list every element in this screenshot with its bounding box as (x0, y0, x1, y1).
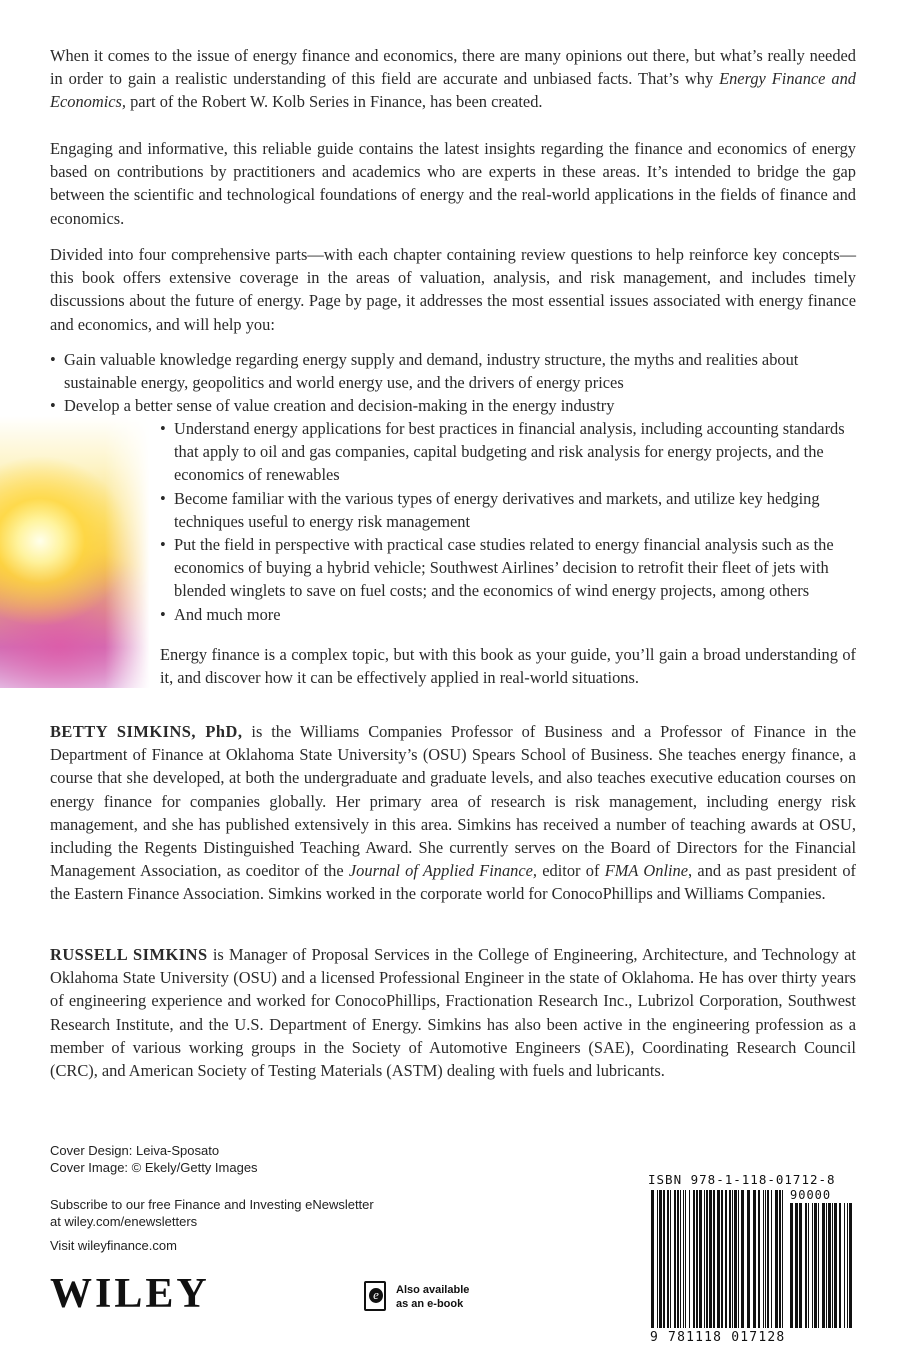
barcode-bar (747, 1190, 750, 1328)
visit-website: Visit wileyfinance.com (50, 1238, 177, 1253)
journal-title: Journal of Applied Finance, (348, 861, 537, 881)
bullet-list-wide (50, 348, 856, 418)
barcode-bar (689, 1190, 690, 1328)
barcode-bar (795, 1203, 798, 1328)
list-item: • Develop a better sense of value creation and decision-making in the energy industry (50, 396, 615, 416)
ean-digits: 9 781118 017128 (650, 1330, 786, 1345)
sunrise-cover-image (0, 416, 150, 688)
author-bio-betty-simkins: BETTY SIMKINS, PhD, is the Williams Companies Professor of Business and a Professor of Finance in the Department of Finance at Oklahoma State University’s (OSU) Spears School of Business. She teaches energy finance, a course that she developed, at both the undergraduate and graduate levels, and also teaches executive education courses on energy finance for companies globally. Her primary area of research is risk management, including energy risk management, and she has published extensively in this area. Simkins has received a number of teaching awards at OSU, including the Regents Distinguished Teaching Award. She currently serves on the Board of Directors for the Financial Management Association, as coeditor of the Journal of Applied Finance, editor of FMA Online, and as past president of the Eastern Finance Association. Simkins worked in the corporate world for ConocoPhillips and Williams Companies. (50, 722, 857, 904)
list-item: • Put the field in perspective with practical case studies related to energy financial analysis such as the economics of buying a hybrid vehicle; Southwest Airlines’ decision to retrofit their fleet of jets with blended winglets to save on fuel costs; and the economics of wind energy projects, among others (160, 535, 834, 601)
cover-image-credit: Cover Image: © Ekely/Getty Images (50, 1160, 258, 1175)
list-item: • And much more (160, 604, 281, 624)
barcode-bar (799, 1203, 802, 1328)
barcode-bar (758, 1190, 760, 1328)
barcode-bar (709, 1190, 712, 1328)
barcode-main (651, 1190, 786, 1328)
barcode-bar (814, 1203, 817, 1328)
barcode-bar (782, 1190, 783, 1328)
barcode-addon (790, 1203, 856, 1328)
barcode-bar (713, 1190, 715, 1328)
barcode-bar (725, 1190, 727, 1328)
barcode-bar (765, 1190, 766, 1328)
barcode-bar (693, 1190, 695, 1328)
newsletter-line-1: Subscribe to our free Finance and Investing eNewsletter (50, 1197, 374, 1212)
intro-paragraph-1: When it comes to the issue of energy finance and economics, there are many opinions out there, but what’s really needed in order to gain a realistic understanding of this field are accurate and unbiased facts. That’s why Energy Finance and Economics, part of the Robert W. Kolb Series in Finance, has been created. (50, 46, 856, 112)
barcode-bar (741, 1190, 744, 1328)
barcode-bar (790, 1203, 793, 1328)
barcode-bar (808, 1203, 809, 1328)
wiley-logo: WILEY (50, 1271, 210, 1317)
barcode-bar (696, 1190, 698, 1328)
barcode-bar (844, 1203, 845, 1328)
barcode-bar (721, 1190, 723, 1328)
barcode-bar (822, 1203, 825, 1328)
intro-paragraph-2: Engaging and informative, this reliable guide contains the latest insights regarding the finance and economics of energy based on contributions by practitioners and academics who are experts in these areas. It’s intended to bridge the gap between the scientific and technological foundations of energy and the real-world applications in the fields of finance and economics. (50, 139, 856, 228)
barcode-bar (818, 1203, 819, 1328)
barcode-bar (834, 1203, 837, 1328)
barcode-bar (685, 1190, 686, 1328)
barcode-bar (677, 1190, 679, 1328)
barcode-bar (729, 1190, 731, 1328)
barcode-bar (828, 1203, 831, 1328)
barcode-bar (706, 1190, 708, 1328)
barcode-bar (775, 1190, 778, 1328)
barcode-bar (659, 1190, 662, 1328)
barcode-bar (717, 1190, 720, 1328)
barcode-bar (771, 1190, 772, 1328)
barcode-bar (732, 1190, 733, 1328)
barcode-bar (663, 1190, 665, 1328)
closing-paragraph: Energy finance is a complex topic, but with this book as your guide, you’ll gain a broad understanding of it, and discover how it can be effectively applied in real-world situations. (160, 645, 856, 688)
barcode-bar (699, 1190, 702, 1328)
intro-paragraph-3: Divided into four comprehensive parts—with each chapter containing review questions to help reinforce key concepts—this book offers extensive coverage in the areas of valuation, analysis, and risk management, and includes timely discussions about the future of energy. Page by page, it addresses the most essential issues associated with energy finance and economics, and will help you: (50, 245, 856, 334)
fma-title: FMA Online (604, 861, 689, 881)
author-name: BETTY SIMKINS, PhD, (50, 722, 243, 741)
barcode-bar (657, 1190, 658, 1328)
barcode-bar (738, 1190, 739, 1328)
barcode-bar (683, 1190, 684, 1328)
barcode-bar (670, 1190, 671, 1328)
barcode-bar (826, 1203, 827, 1328)
barcode-bar (832, 1203, 833, 1328)
ebook-availability: Also available as an e-book (396, 1284, 470, 1310)
price-code: 90000 (790, 1188, 832, 1202)
list-item: • Understand energy applications for best practices in financial analysis, including accounting standards that apply to oil and gas companies, capital budgeting and risk analysis for energy projects, and the economics of renewables (160, 419, 845, 485)
book-title: Energy Finance and Economics, (50, 69, 856, 112)
isbn-label: ISBN 978-1-118-01712-8 (648, 1172, 836, 1187)
barcode-bar (849, 1203, 852, 1328)
barcode-bar (847, 1203, 848, 1328)
list-item: • Gain valuable knowledge regarding energy supply and demand, industry structure, the myths and realities about sustainable energy, geopolitics and world energy use, and the drivers of energy prices (50, 350, 799, 393)
barcode-bar (674, 1190, 676, 1328)
barcode-bar (753, 1190, 756, 1328)
barcode-bar (667, 1190, 669, 1328)
barcode-bar (805, 1203, 807, 1328)
barcode-bar (839, 1203, 841, 1328)
author-bio-russell-simkins: RUSSELL SIMKINS is Manager of Proposal Services in the College of Engineering, Architecture, and Technology at Oklahoma State University (OSU) and a licensed Professional Engineer in the state of Oklahoma. He has over thirty years of engineering experience and worked for ConocoPhillips, Fractionation Research Inc., Lubrizol Corporation, Southwest Research Institute, and the U.S. Department of Energy. Simkins has also been active in the engineering profession as a member of various working groups in the Society of Automotive Engineers (SAE), Coordinating Research Council (CRC), and American Society of Testing Materials (ASTM) dealing with fuels and lubricants. (50, 945, 856, 1081)
barcode-bar (763, 1190, 764, 1328)
ebook-icon: e (364, 1281, 386, 1311)
author-name: RUSSELL SIMKINS (50, 945, 208, 964)
bullet-list-inset (160, 417, 856, 626)
barcode-bar (779, 1190, 781, 1328)
cover-design-credit: Cover Design: Leiva-Sposato (50, 1143, 220, 1158)
barcode-bar (812, 1203, 813, 1328)
newsletter-line-2: at wiley.com/enewsletters (50, 1214, 198, 1229)
barcode-bar (734, 1190, 737, 1328)
barcode-bar (704, 1190, 705, 1328)
barcode-bar (651, 1190, 654, 1328)
barcode-bar (767, 1190, 769, 1328)
list-item: • Become familiar with the various types of energy derivatives and markets, and utilize key hedging techniques useful to energy risk management (160, 488, 820, 531)
barcode-bar (680, 1190, 681, 1328)
